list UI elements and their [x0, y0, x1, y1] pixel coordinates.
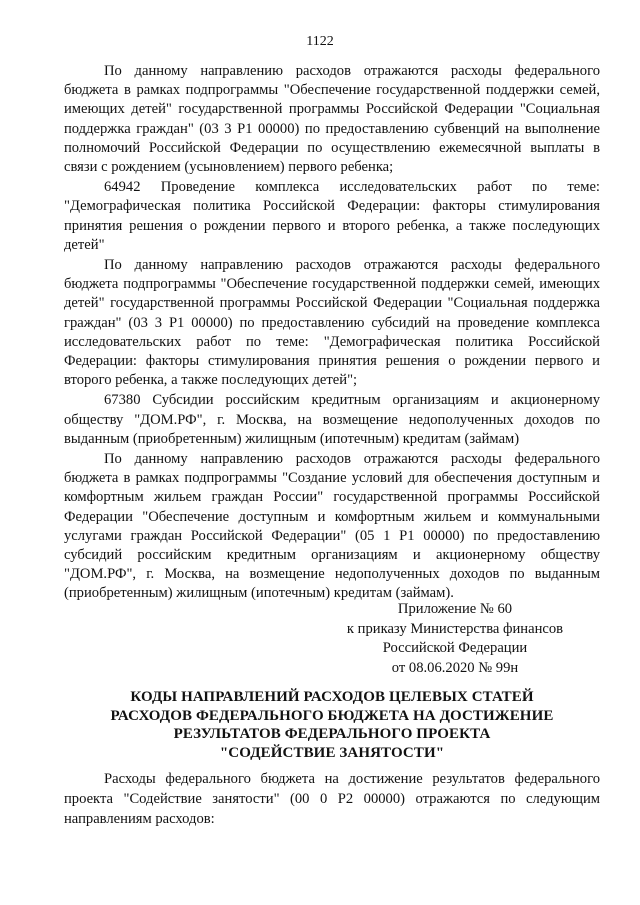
appendix-block: [330, 600, 580, 678]
section-heading: [64, 688, 600, 762]
appendix-number: Приложение № 60: [397, 601, 513, 617]
paragraph-subsidies-research: По данному направлению расходов отражаются расходы федерального бюджета подпрограммы "Обеспечение государственной поддержки семей, имеющих детей" государственной программы Российской Федерации "Социальная поддержка граждан" (03 3 Р1 00000) по предоставлению субсидий на проведение комплекса исследовательских работ по теме: "Демографическая политика Российской Федерации: факторы стимулирования принятия решения о рождении первого и второго ребенка, а также последующих детей";: [64, 257, 600, 389]
heading-line-4: "СОДЕЙСТВИЕ ЗАНЯТОСТИ": [219, 744, 445, 761]
intro-section: [64, 770, 600, 829]
appendix-date: от 08.06.2020 № 99н: [391, 659, 519, 676]
document-body: [64, 62, 600, 604]
paragraph-employment-intro: Расходы федерального бюджета на достижение результатов федерального проекта "Содействие занятости" (00 0 Р2 00000) отражаются по следующим направлениям расходов:: [64, 771, 600, 827]
appendix-order: к приказу Министерства финансов: [346, 620, 564, 637]
paragraph-subventions-first-child: По данному направлению расходов отражаются расходы федерального бюджета в рамках подпрограммы "Обеспечение государственной поддержки семей, имеющих детей" государственной программы Российской Федерации "Социальная поддержка граждан" (03 3 Р1 00000) по предоставлению субвенций на выполнение полномочий Российской Федерации по осуществлению ежемесячной выплаты в связи с рождением (усыновлением) первого ребенка;: [64, 63, 600, 176]
page-number: 1122: [306, 34, 334, 49]
paragraph-subsidies-dom-rf: По данному направлению расходов отражаются расходы федерального бюджета в рамках подпрограммы "Создание условий для обеспечения доступным и комфортным жильем граждан России" государственной программы Российской Федерации "Обеспечение доступным и комфортным жильем и коммунальными услугами граждан Российской Федерации" (05 1 Р1 00000) по предоставлению субсидий российским кредитным организациям и акционерному обществу "ДОМ.РФ", г. Москва, на возмещение недополученных доходов по выданным (приобретенным) жилищным (ипотечным) кредитам (займам).: [64, 451, 600, 602]
heading-line-3: РЕЗУЛЬТАТОВ ФЕДЕРАЛЬНОГО ПРОЕКТА: [173, 726, 491, 743]
paragraph-code-67380: 67380 Субсидии российским кредитным организациям и акционерному обществу "ДОМ.РФ", г. Москва, на возмещение недополученных доходов по выданным (приобретенным) жилищным (ипотечным) кредитам (займам): [64, 392, 600, 447]
heading-line-1: КОДЫ НАПРАВЛЕНИЙ РАСХОДОВ ЦЕЛЕВЫХ СТАТЕЙ: [130, 689, 534, 705]
appendix-authority: Российской Федерации: [382, 640, 528, 656]
heading-line-2: РАСХОДОВ ФЕДЕРАЛЬНОГО БЮДЖЕТА НА ДОСТИЖЕНИЕ: [110, 707, 554, 724]
paragraph-code-64942: 64942 Проведение комплекса исследовательских работ по теме: "Демографическая политика Российской Федерации: факторы стимулирования принятия решения о рождении первого и второго ребенка, а также последующих детей": [64, 179, 600, 253]
